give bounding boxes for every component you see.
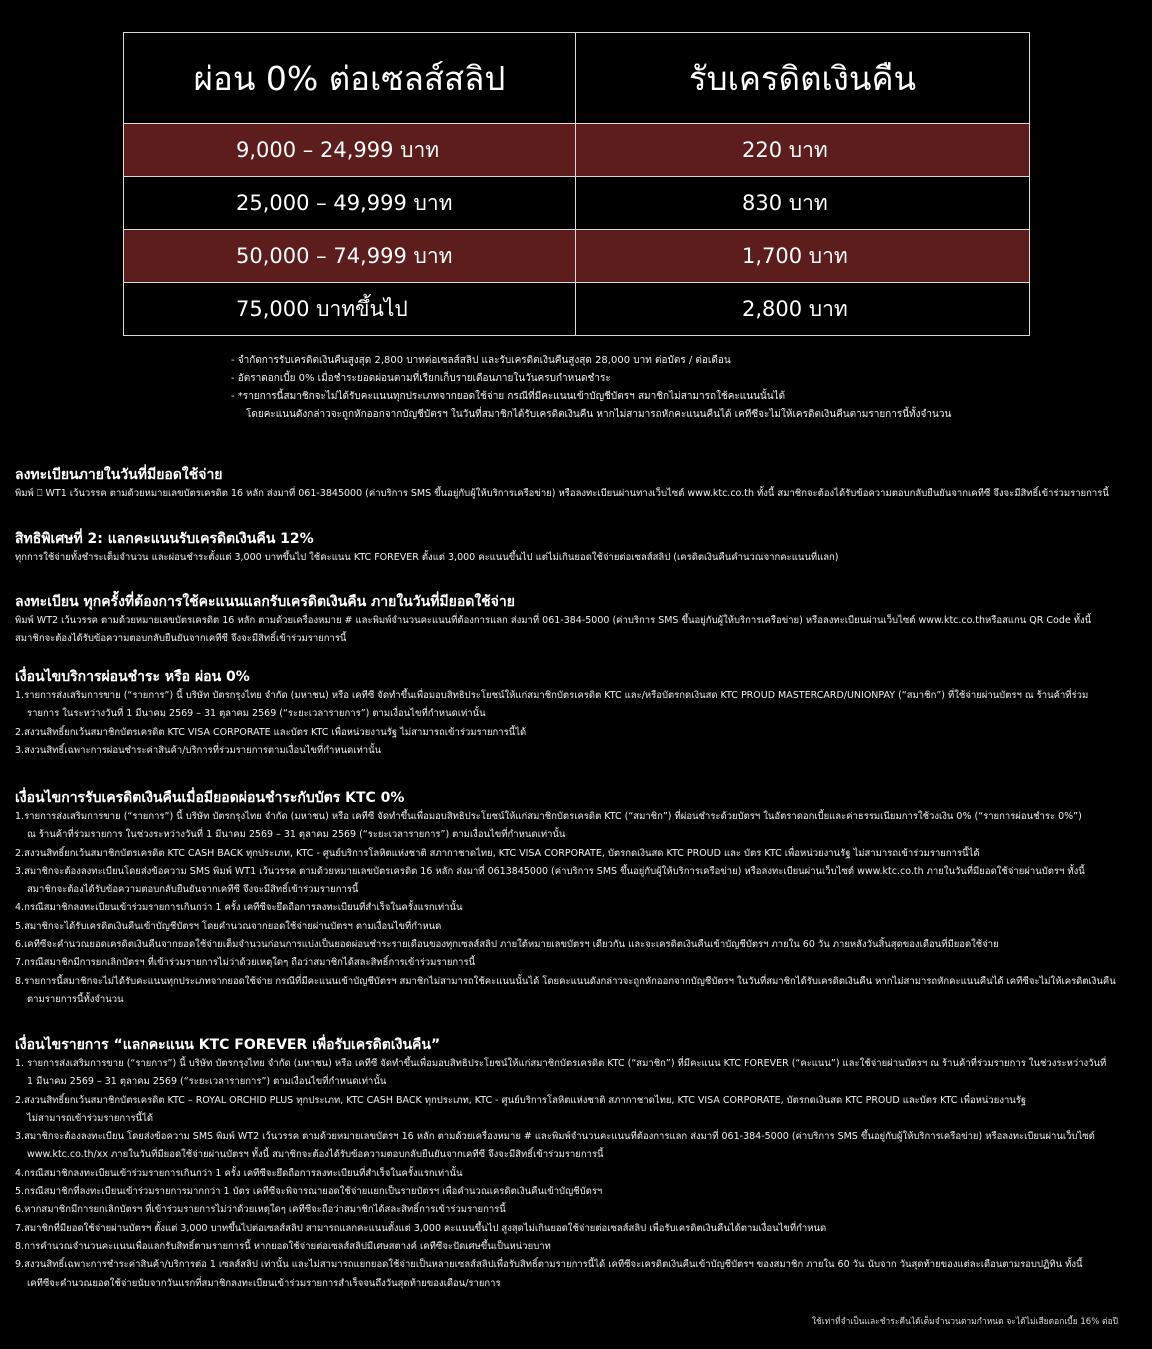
section-title: สิทธิพิเศษที่ 2: แลกคะแนนรับเครดิตเงินคืน 12% [15, 531, 314, 547]
term-line: 4.กรณีสมาชิกลงทะเบียนเข้าร่วมรายการเกินกว่า 1 ครั้ง เคทีซีจะยึดถือการลงทะเบียนที่สำเร็จในครั้งแรกเท่านั้น [15, 902, 463, 914]
term-line: 7.สมาชิกที่มียอดใช้จ่ายผ่านบัตรฯ ตั้งแต่ 3,000 บาทขึ้นไปต่อเซลส์สลิป สามารถแลกคะแนนตั้งแต่ 3,000 คะแนนขึ้นไป สูงสุดไม่เกินยอดใช้จ่ายต่อเซลส์สลิป เพื่อรับเครดิตเงินคืนได้ตามเงื่อนไขที่กำหนด [15, 1222, 827, 1234]
term-line: เคทีซีจะคำนวณยอดใช้จ่ายนับจากวันแรกที่สมาชิกลงทะเบียนเข้าร่วมรายการสำเร็จจนถึงวันสุดท้ายของเดือน/รายการ [27, 1277, 501, 1289]
header-installment: ผ่อน 0% ต่อเซลส์สลิป [124, 33, 576, 124]
term-line: ตามรายการนี้ทั้งจำนวน [27, 993, 124, 1005]
term-line: 4.กรณีสมาชิกลงทะเบียนเข้าร่วมรายการเกินกว่า 1 ครั้ง เคทีซีจะยึดถือการลงทะเบียนที่สำเร็จในครั้งแรกเท่านั้น [15, 1167, 463, 1179]
note-line: - อัตราดอกเบี้ย 0% เมื่อชำระยอดผ่อนตามที่เรียกเก็บรายเดือนภายในวันครบกำหนดชำระ [231, 373, 611, 384]
credit-cell: 1,700 บาท [576, 230, 1030, 283]
term-line: ณ ร้านค้าที่ร่วมรายการ ในช่วงระหว่างวันที่ 1 มีนาคม 2569 – 31 ตุลาคม 2569 (“ระยะเวลารายการ”) ตามเงื่อนไขที่กำหนดเท่านั้น [27, 829, 566, 841]
term-line: www.ktc.co.th/xx ภายในวันที่มียอดใช้จ่ายผ่านบัตรฯ ทั้งนี้ สมาชิกจะต้องได้รับข้อความตอบกลับยืนยันจากเคทีซี จึงจะมีสิทธิ์เข้าร่วมรายการนี้ [27, 1149, 604, 1161]
note-line: - *รายการนี้สมาชิกจะไม่ได้รับคะแนนทุกประเภทจากยอดใช้จ่าย กรณีที่มีคะแนนเข้าบัญชีบัตรฯ สมาชิกไม่สามารถใช้คะแนนนั้นได้ [231, 391, 786, 402]
credit-cell: 830 บาท [576, 177, 1030, 230]
term-line: 5.กรณีสมาชิกที่ลงทะเบียนเข้าร่วมรายการมากกว่า 1 บัตร เคทีซีจะพิจารณายอดใช้จ่ายแยกเป็นรายบัตรฯ เพื่อคำนวณเครดิตเงินคืนเข้าบัญชีบัตรฯ [15, 1186, 603, 1198]
body-line: พิมพ์ WT2 เว้นวรรค ตามด้วยหมายเลขบัตรเครดิต 16 หลัก ตามด้วยเครื่องหมาย # และพิมพ์จำนวนคะแนนที่ต้องการแลก ส่งมาที่ 061-384-5000 (ค่าบริการ SMS ขึ้นอยู่กับผู้ให้บริการเครือข่าย) หรือลงทะเบียนผ่านเว็บไซต์ www.ktc.co.thหรือสแกน QR Code ทั้งนี้ [15, 615, 1092, 626]
term-line: 1.รายการส่งเสริมการขาย (“รายการ”) นี้ บริษัท บัตรกรุงไทย จำกัด (มหาชน) หรือ เคทีซี จัดทำขึ้นเพื่อมอบสิทธิประโยชน์ให้แก่สมาชิกบัตรเครดิต KTC (“สมาชิก”) ที่ผ่อนชำระด้วยบัตรฯ ในอัตราดอกเบี้ยและค่าธรรมเนียมการใช้วงเงิน 0% (“รายการผ่อนชำระ 0%”) [15, 811, 1082, 822]
term-line: 1.รายการส่งเสริมการขาย (“รายการ”) นี้ บริษัท บัตรกรุงไทย จำกัด (มหาชน) หรือ เคทีซี จัดทำขึ้นเพื่อมอบสิทธิประโยชน์ให้แก่สมาชิกบัตรเครดิต KTC และ/หรือบัตรกดเงินสด KTC PROUD MASTERCARD/UNIONPAY (“สมาชิก”) ที่ใช้จ่ายผ่านบัตรฯ ณ ร้านค้าที่ร่วม [15, 690, 1089, 701]
term-line: 9.สงวนสิทธิ์เฉพาะการชำระค่าสินค้า/บริการต่อ 1 เซลส์สลิป เท่านั้น และไม่สามารถแยกยอดใช้จ่ายเป็นหลายเซลส์สลิปเพื่อรับสิทธิ์ตามรายการนี้ได้ เคทีซีจะเครดิตเงินคืนเข้าบัญชีบัตรฯ ของสมาชิก ภายใน 60 วัน นับจาก วันสุดท้ายของแต่ละเดือนตามรอบปฏิทิน ทั้งนี้ [15, 1259, 1083, 1271]
range-cell: 50,000 – 74,999 บาท [124, 230, 576, 283]
term-line: 1 มีนาคม 2569 – 31 ตุลาคม 2569 (“ระยะเวลารายการ”) ตามเงื่อนไขที่กำหนดเท่านั้น [27, 1076, 387, 1088]
term-line: 3.สมาชิกจะต้องลงทะเบียน โดยส่งข้อความ SMS พิมพ์ WT2 เว้นวรรค ตามด้วยหมายเลขบัตรฯ 16 หลัก ตามด้วยเครื่องหมาย # และพิมพ์จำนวนคะแนนที่ต้องการแลก ส่งมาที่ 061-384-5000 (ค่าบริการ SMS ขึ้นอยู่กับผู้ให้บริการเครือข่าย) หรือลงทะเบียนผ่านเว็บไซต์ [15, 1131, 1095, 1143]
table-row [124, 283, 1030, 336]
section-privilege-2 [15, 529, 1140, 567]
table-row [124, 124, 1030, 177]
cashback-rate-table [123, 32, 1030, 336]
term-line: 1. รายการส่งเสริมการขาย (“รายการ”) นี้ บริษัท บัตรกรุงไทย จำกัด (มหาชน) หรือ เคทีซี จัดทำขึ้นเพื่อมอบสิทธิประโยชน์ให้แก่สมาชิกบัตรเครดิต KTC (“สมาชิก”) ที่มีคะแนน KTC FOREVER (“คะแนน”) และใช้จ่ายผ่านบัตรฯ ณ ร้านค้าที่ร่วมรายการ ในช่วงระหว่างวันที่ [15, 1058, 1107, 1069]
term-line: 8.การคำนวณจำนวนคะแนนเพื่อแลกรับสิทธิ์ตามรายการนี้ หากยอดใช้จ่ายต่อเซลส์สลิปมีเศษสตางค์ เคทีซีจะปัดเศษขึ้นเป็นหน่วยบาท [15, 1240, 551, 1252]
term-line: รายการ ในระหว่างวันที่ 1 มีนาคม 2569 – 31 ตุลาคม 2569 (“ระยะเวลารายการ”) ตามเงื่อนไขที่กำหนดเท่านั้น [27, 708, 486, 720]
term-line: ไม่สามารถเข้าร่วมรายการนี้ได้ [27, 1112, 154, 1124]
term-line: 7.กรณีสมาชิกมีการยกเลิกบัตรฯ ที่เข้าร่วมรายการไม่ว่าด้วยเหตุใดๆ ถือว่าสมาชิกได้สละสิทธิ์การเข้าร่วมรายการนี้ [15, 957, 476, 969]
section-register [15, 465, 1140, 503]
body-line: พิมพ์ ⎕ WT1 เว้นวรรค ตามด้วยหมายเลขบัตรเครดิต 16 หลัก ส่งมาที่ 061-3845000 (ค่าบริการ SMS ขึ้นอยู่กับผู้ให้บริการเครือข่าย) หรือลงทะเบียนผ่านทางเว็บไซต์ www.ktc.co.th ทั้งนี้ สมาชิกจะต้องได้รับข้อความตอบกลับยืนยันจากเคทีซี จึงจะมีสิทธิ์เข้าร่วมรายการนี้ [15, 488, 1109, 499]
term-line: 6.หากสมาชิกมีการยกเลิกบัตรฯ ที่เข้าร่วมรายการไม่ว่าด้วยเหตุใดๆ เคทีซีจะถือว่าสมาชิกได้สละสิทธิ์การเข้าร่วมรายการนี้ [15, 1204, 506, 1216]
term-line: 3.สมาชิกจะต้องลงทะเบียนโดยส่งข้อความ SMS พิมพ์ WT1 เว้นวรรค ตามด้วยหมายเลขบัตรเครดิต 16 หลัก ส่งมาที่ 0613845000 (ค่าบริการ SMS ขึ้นอยู่กับผู้ให้บริการเครือข่าย) หรือลงทะเบียนผ่านเว็บไซต์ www.ktc.co.th ภายในวันที่มียอดใช้จ่ายผ่านบัตรฯ ทั้งนี้ [15, 865, 1085, 877]
note-line: โดยคะแนนดังกล่าวจะถูกหักออกจากบัญชีบัตรฯ ในวันที่สมาชิกได้รับเครดิตเงินคืน หากไม่สามารถหักคะแนนคืนได้ เคทีซีจะไม่ให้เครดิตเงินคืนตามรายการนี้ทั้งจำนวน [246, 409, 952, 420]
section-title: เงื่อนไขการรับเครดิตเงินคืนเมื่อมียอดผ่อนชำระกับบัตร KTC 0% [15, 790, 405, 806]
header-cashback: รับเครดิตเงินคืน [576, 33, 1030, 124]
section-forever-terms [15, 1035, 1140, 1293]
credit-cell: 220 บาท [576, 124, 1030, 177]
table-row [124, 230, 1030, 283]
section-register-each-time [15, 592, 1140, 649]
term-line: 2.สงวนสิทธิ์ยกเว้นสมาชิกบัตรเครดิต KTC VISA CORPORATE และบัตร KTC เพื่อหน่วยงานรัฐ ไม่สามารถเข้าร่วมรายการนี้ได้ [15, 726, 527, 738]
term-line: 3.สงวนสิทธิ์เฉพาะการผ่อนชำระค่าสินค้า/บริการที่ร่วมรายการตามเงื่อนไขที่กำหนดเท่านั้น [15, 744, 382, 756]
range-cell: 25,000 – 49,999 บาท [124, 177, 576, 230]
range-cell: 9,000 – 24,999 บาท [124, 124, 576, 177]
body-line: ทุกการใช้จ่ายทั้งชำระเต็มจำนวน และผ่อนชำระตั้งแต่ 3,000 บาทขึ้นไป ใช้คะแนน KTC FOREVER ตั้งแต่ 3,000 คะแนนขึ้นไป แต่ไม่เกินยอดใช้จ่ายต่อเซลส์สลิป (เครดิตเงินคืนคำนวณจากคะแนนที่แลก) [15, 552, 839, 563]
table-header-row [124, 33, 1030, 124]
term-line: 2.สงวนสิทธิ์ยกเว้นสมาชิกบัตรเครดิต KTC – ROYAL ORCHID PLUS ทุกประเภท, KTC CASH BACK ทุกประเภท, KTC - ศูนย์บริการโลหิตแห่งชาติ สภากาชาดไทย, KTC VISA CORPORATE, บัตรกดเงินสด KTC PROUD และบัตร KTC เพื่อหน่วยงานรัฐ [15, 1094, 1027, 1106]
term-line: 6.เคทีซีจะคำนวณยอดเครดิตเงินคืนจากยอดใช้จ่ายเต็มจำนวนก่อนการแบ่งเป็นยอดผ่อนชำระรายเดือนของทุกเซลส์สลิป ภายใต้หมายเลขบัตรฯ เดียวกัน และจะเครดิตเงินคืนเข้าบัญชีบัตรฯ ภายใน 60 วัน ภายหลังวันสิ้นสุดของเดือนที่มียอดใช้จ่าย [15, 939, 999, 951]
body-line: สมาชิกจะต้องได้รับข้อความตอบกลับยืนยันจากเคทีซี จึงจะมีสิทธิ์เข้าร่วมรายการนี้ [15, 633, 347, 645]
table-notes [231, 352, 1031, 424]
section-cashback-terms [15, 788, 1140, 1009]
section-title: ลงทะเบียนภายในวันที่มียอดใช้จ่าย [15, 467, 223, 483]
section-installment-terms [15, 667, 1140, 760]
range-cell: 75,000 บาทขึ้นไป [124, 283, 576, 336]
credit-cell: 2,800 บาท [576, 283, 1030, 336]
footnote-warning: ใช้เท่าที่จำเป็นและชำระคืนได้เต็มจำนวนตามกำหนด จะได้ไม่เสียดอกเบี้ย 16% ต่อปี [811, 1317, 1118, 1327]
term-line: 5.สมาชิกจะได้รับเครดิตเงินคืนเข้าบัญชีบัตรฯ โดยคำนวณจากยอดใช้จ่ายผ่านบัตรฯ ตามเงื่อนไขที่กำหนด [15, 920, 442, 932]
table-row [124, 177, 1030, 230]
section-title: เงื่อนไขบริการผ่อนชำระ หรือ ผ่อน 0% [15, 669, 250, 685]
note-line: - จำกัดการรับเครดิตเงินคืนสูงสุด 2,800 บาทต่อเซลส์สลิป และรับเครดิตเงินคืนสูงสุด 28,000 บาท ต่อบัตร / ต่อเดือน [231, 355, 731, 366]
term-line: 2.สงวนสิทธิ์ยกเว้นสมาชิกบัตรเครดิต KTC CASH BACK ทุกประเภท, KTC - ศูนย์บริการโลหิตแห่งชาติ สภากาชาดไทย, KTC VISA CORPORATE, บัตรกดเงินสด KTC PROUD และ บัตร KTC เพื่อหน่วยงานรัฐ ไม่สามารถเข้าร่วมรายการนี้ได้ [15, 847, 980, 859]
term-line: 8.รายการนี้สมาชิกจะไม่ได้รับคะแนนทุกประเภทจากยอดใช้จ่าย กรณีที่มีคะแนนเข้าบัญชีบัตรฯ สมาชิกไม่สามารถใช้คะแนนนั้นได้ โดยคะแนนดังกล่าวจะถูกหักออกจากบัญชีบัตรฯ ในวันที่สมาชิกได้รับเครดิตเงินคืน หากไม่สามารถหักคะแนนคืนได้ เคทีซีจะไม่ให้เครดิตเงินคืน [15, 975, 1116, 987]
section-title: เงื่อนไขรายการ “แลกคะแนน KTC FOREVER เพื่อรับเครดิตเงินคืน” [15, 1037, 441, 1053]
section-title: ลงทะเบียน ทุกครั้งที่ต้องการใช้คะแนนแลกรับเครดิตเงินคืน ภายในวันที่มียอดใช้จ่าย [15, 594, 515, 610]
term-line: สมาชิกจะต้องได้รับข้อความตอบกลับยืนยันจากเคทีซี จึงจะมีสิทธิ์เข้าร่วมรายการนี้ [27, 884, 359, 896]
